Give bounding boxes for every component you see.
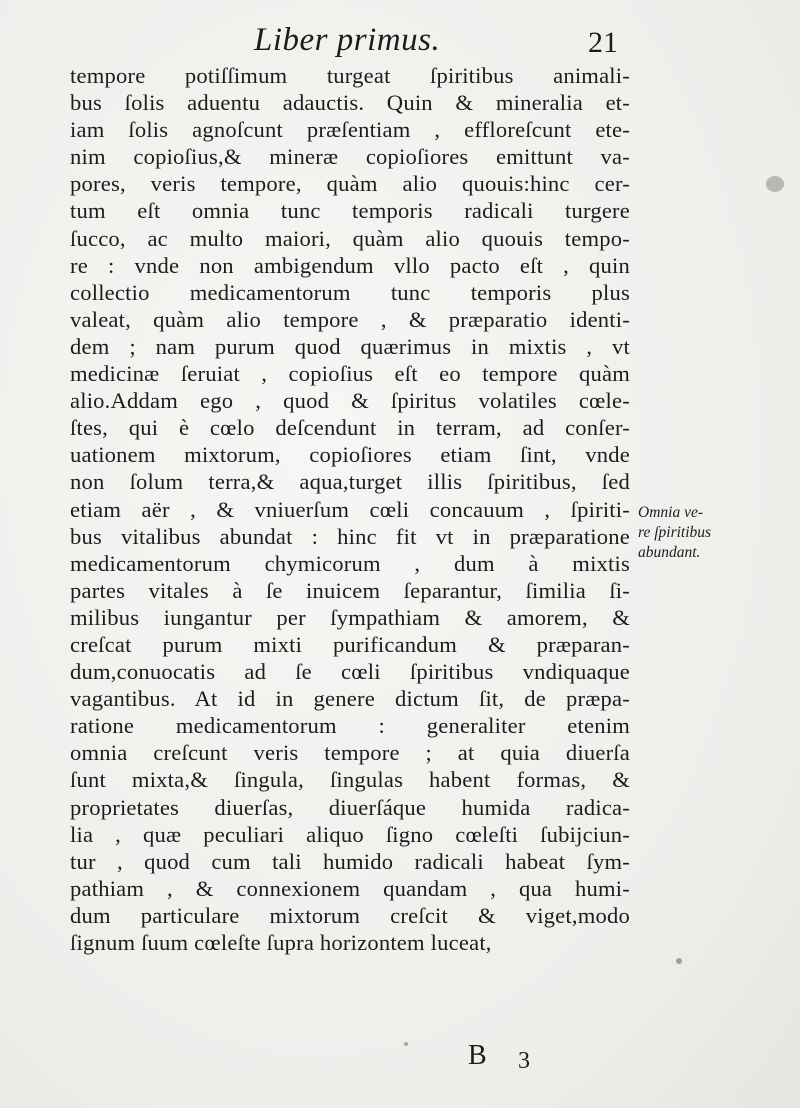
signature-mark [468,1040,548,1080]
text-line: dum,conuocatis ad ſe cœli ſpiritibus vndiquaque [70,659,630,685]
text-line: vagantibus. At id in genere dictum ſit, de præpa- [70,686,630,712]
text-line: valeat, quàm alio tempore , & præparatio identi- [70,306,630,332]
text-line: iam ſolis agnoſcunt præſentiam , effloreſcunt ete- [70,117,630,143]
text-line: non ſolum terra,& aqua,turget illis ſpiritibus, ſed [70,469,630,495]
text-line: ſignum ſuum cœleſte ſupra horizontem luceat, [70,930,492,955]
text-line: ſucco, ac multo maiori, quàm alio quouis tempo- [70,225,630,251]
text-line: uationem mixtorum, copioſiores etiam ſint, vnde [70,442,630,468]
running-head [0,18,800,62]
text-line: ſunt mixta,& ſingula, ſingulas habent formas, & [70,767,630,793]
text-line: pores, veris tempore, quàm alio quouis:hinc cer- [70,171,630,197]
text-line: ratione medicamentorum : generaliter etenim [70,713,630,739]
text-line: dum particulare mixtorum creſcit & viget,modo [70,902,630,928]
ink-spot [766,176,784,192]
text-line: collectio medicamentorum tunc temporis plus [70,279,630,305]
text-line: medicinæ ſeruiat , copioſius eſt eo tempore quàm [70,361,630,387]
text-line: bus vitalibus abundat : hinc fit vt in præparatione [70,523,630,549]
text-line: re : vnde non ambigendum vllo pacto eſt , quin [70,252,630,278]
text-line: ſtes, qui è cœlo deſcendunt in terram, ad conſer- [70,415,630,441]
text-line: proprietates diuerſas, diuerſáque humida radica- [70,794,630,820]
text-line: nim copioſius,& mineræ copioſiores emittunt va- [70,144,630,170]
text-line: tur , quod cum tali humido radicali habeat ſym- [70,848,630,874]
body-text [70,62,630,956]
text-line: alio.Addam ego , quod & ſpiritus volatiles cœle- [70,388,630,414]
signature-letter: B [468,1040,487,1071]
ink-spot [404,1042,408,1046]
marginal-note-line: Omnia ve- [638,504,703,521]
text-line: lia , quæ peculiari aliquo ſigno cœleſti ſubijciun- [70,821,630,847]
running-title: Liber primus. [254,22,441,58]
text-line: milibus iungantur per ſympathiam & amorem, & [70,604,630,630]
text-line: tum eſt omnia tunc temporis radicali turgere [70,198,630,224]
text-line: pathiam , & connexionem quandam , qua humi- [70,875,630,901]
text-line: creſcat purum mixti purificandum & præparan- [70,631,630,657]
page-number: 21 [588,26,618,59]
marginal-note-line: re ſpiritibus [638,524,712,541]
signature-number: 3 [518,1048,530,1074]
text-line: medicamentorum chymicorum , dum à mixtis [70,550,630,576]
text-line: bus ſolis aduentu adauctis. Quin & mineralia et- [70,90,630,116]
ink-spot [676,958,682,964]
text-line: dem ; nam purum quod quærimus in mixtis , vt [70,333,630,359]
text-line: omnia creſcunt veris tempore ; at quia diuerſa [70,740,630,766]
text-line: tempore potiſſimum turgeat ſpiritibus animali- [70,63,630,88]
marginal-note-line: abundant. [638,544,701,561]
text-line: partes vitales à ſe inuicem ſeparantur, ſimilia ſi- [70,577,630,603]
text-line: etiam aër , & vniuerſum cœli concauum , ſpiriti- [70,496,630,522]
marginal-note [638,503,778,563]
